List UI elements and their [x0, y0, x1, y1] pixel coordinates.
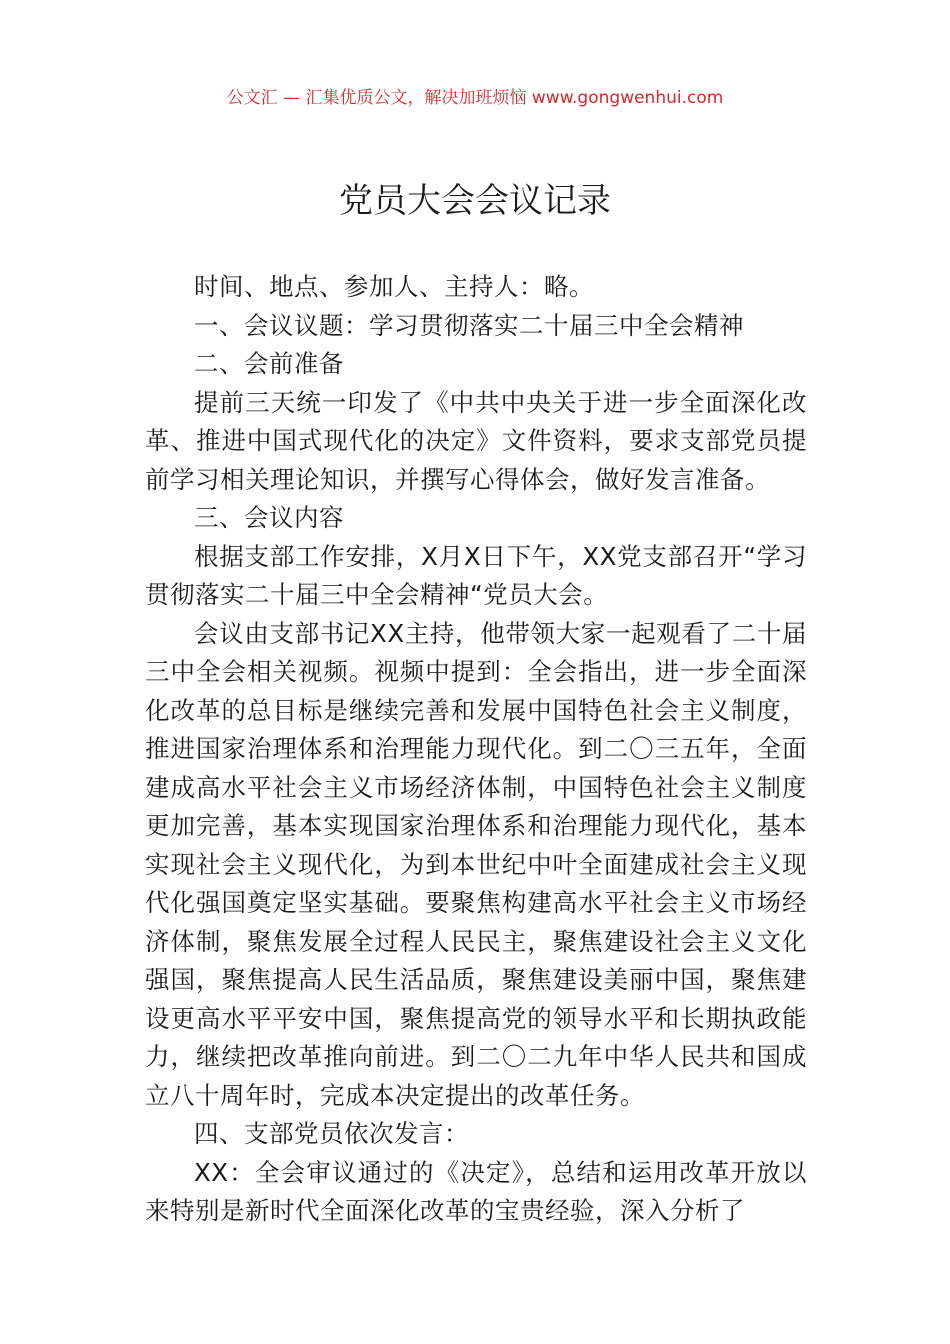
document-body — [145, 268, 807, 1231]
paragraph-speech-xx: XX：全会审议通过的《决定》，总结和运用改革开放以来特别是新时代全面深化改革的宝贵经验，深入分析了 — [145, 1157, 807, 1225]
paragraph-video-summary: 会议由支部书记XX主持，他带领大家一起观看了二十届三中全会相关视频。视频中提到：全会指出，进一步全面深化改革的总目标是继续完善和发展中国特色社会主义制度，推进国家治理体系和治理能力现代化。到二〇三五年，全面建成高水平社会主义市场经济体制，中国特色社会主义制度更加完善，基本实现国家治理体系和治理能力现代化，基本实现社会主义现代化，为到本世纪中叶全面建成社会主义现代化强国奠定坚实基础。要聚焦构建高水平社会主义市场经济体制，聚焦发展全过程人民民主，聚焦建设社会主义文化强国，聚焦提高人民生活品质，聚焦建设美丽中国，聚焦建设更高水平平安中国，聚焦提高党的领导水平和长期执政能力，继续把改革推向前进。到二〇二九年中华人民共和国成立八十周年时，完成本决定提出的改革任务。 — [145, 618, 807, 1110]
paragraph-preparation: 提前三天统一印发了《中共中央关于进一步全面深化改革、推进中国式现代化的决定》文件资料，要求支部党员提前学习相关理论知识，并撰写心得体会，做好发言准备。 — [145, 387, 807, 494]
paragraph-arrangement: 根据支部工作安排，X月X日下午，XX党支部召开“学习贯彻落实二十届三中全会精神“党员大会。 — [145, 541, 807, 609]
document-title: 党员大会会议记录 — [339, 181, 611, 221]
heading-speeches: 四、支部党员依次发言： — [194, 1119, 469, 1148]
paragraph-topic: 一、会议议题：学习贯彻落实二十届三中全会精神 — [194, 310, 744, 340]
heading-preparation: 二、会前准备 — [194, 349, 344, 378]
site-banner: 公文汇 — 汇集优质公文，解决加班烦恼 www.gongwenhui.com — [226, 88, 724, 108]
heading-content: 三、会议内容 — [194, 503, 344, 532]
paragraph-meeting-info: 时间、地点、参加人、主持人：略。 — [194, 272, 594, 301]
